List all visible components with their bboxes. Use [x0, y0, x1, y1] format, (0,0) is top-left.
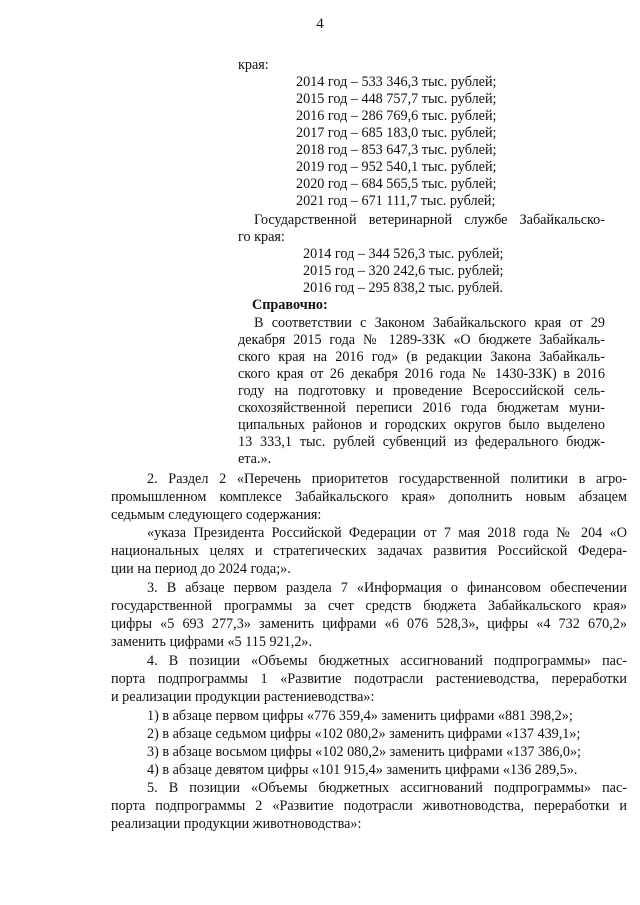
paragraph-line: заменить цифрами «5 115 921,2».: [111, 634, 313, 650]
region-word: края:: [238, 57, 269, 73]
reference-heading: Справочно:: [252, 297, 328, 313]
paragraph-line: государственной программы за счет средств бюджета Забайкальского края»: [111, 598, 627, 614]
reference-line: 13 333,1 тыс. рублей субвенций из федерального бюдж-: [238, 434, 605, 450]
reference-line: ского края от 26 декабря 2016 года № 1430-ЗЗК) в 2016: [238, 366, 605, 382]
amount-line: 2016 год – 286 769,6 тыс. рублей;: [296, 108, 497, 124]
reference-line: В соответствии с Законом Забайкальского края от 29: [254, 315, 605, 331]
amount-line: 2017 год – 685 183,0 тыс. рублей;: [296, 125, 497, 141]
page-number: 4: [316, 16, 324, 32]
paragraph-line: реализации продукции животноводства»:: [111, 816, 362, 832]
amount-line: 2020 год – 684 565,5 тыс. рублей;: [296, 176, 497, 192]
paragraph-line: 2. Раздел 2 «Перечень приоритетов государственной политики в агро-: [147, 471, 627, 487]
amount-line: 2021 год – 671 111,7 тыс. рублей;: [296, 193, 496, 209]
paragraph-line: цифры «5 693 277,3» заменить цифрами «6 076 528,3», цифры «4 732 670,2»: [111, 616, 627, 632]
paragraph-line: «указа Президента Российской Федерации от 7 мая 2018 года № 204 «О: [147, 525, 627, 541]
paragraph-line: ции на период до 2024 года;».: [111, 561, 291, 577]
subitem-line: 1) в абзаце первом цифры «776 359,4» заменить цифрами «881 398,2»;: [147, 708, 573, 724]
paragraph-line: седьмым следующего содержания:: [111, 507, 322, 523]
amount-line: 2014 год – 533 346,3 тыс. рублей;: [296, 74, 497, 90]
amount-line: 2016 год – 295 838,2 тыс. рублей.: [303, 280, 504, 296]
paragraph-line: 3. В абзаце первом раздела 7 «Информация о финансовом обеспечении: [147, 580, 627, 596]
paragraph-line: национальных целях и стратегических задачах развития Российской Федера-: [111, 543, 627, 559]
subitem-line: 3) в абзаце восьмом цифры «102 080,2» заменить цифрами «137 386,0»;: [147, 744, 581, 760]
paragraph-line: порта подпрограммы 2 «Развитие подотрасли животноводства, переработки и: [111, 798, 627, 814]
amount-line: 2015 год – 320 242,6 тыс. рублей;: [303, 263, 504, 279]
vet-service-line: Государственной ветеринарной службе Забайкальско-: [254, 212, 605, 228]
paragraph-line: 5. В позиции «Объемы бюджетных ассигнований подпрограммы» пас-: [147, 780, 627, 796]
reference-line: ципальных районов и городских округов было выделено: [238, 417, 605, 433]
reference-line: ского края на 2016 год» (в редакции Закона Забайкаль-: [238, 349, 605, 365]
subitem-line: 4) в абзаце девятом цифры «101 915,4» заменить цифрами «136 289,5».: [147, 762, 578, 778]
paragraph-line: промышленном комплексе Забайкальского края» дополнить новым абзацем: [111, 489, 627, 505]
paragraph-line: 4. В позиции «Объемы бюджетных ассигнований подпрограммы» пас-: [147, 653, 627, 669]
reference-line: декабря 2015 года № 1289-ЗЗК «О бюджете Забайкаль-: [238, 332, 605, 348]
amount-line: 2018 год – 853 647,3 тыс. рублей;: [296, 142, 497, 158]
amount-line: 2014 год – 344 526,3 тыс. рублей;: [303, 246, 504, 262]
amount-line: 2015 год – 448 757,7 тыс. рублей;: [296, 91, 497, 107]
paragraph-line: порта подпрограммы 1 «Развитие подотрасли растениеводства, переработки: [111, 671, 627, 687]
paragraph-line: и реализации продукции растениеводства»:: [111, 689, 375, 705]
vet-service-line: го края:: [238, 229, 285, 245]
reference-line: ета.».: [238, 451, 272, 467]
reference-line: скохозяйственной переписи 2016 года бюджетам муни-: [238, 400, 605, 416]
subitem-line: 2) в абзаце седьмом цифры «102 080,2» заменить цифрами «137 439,1»;: [147, 726, 581, 742]
amount-line: 2019 год – 952 540,1 тыс. рублей;: [296, 159, 497, 175]
reference-line: году на подготовку и проведение Всероссийской сель-: [238, 383, 605, 399]
